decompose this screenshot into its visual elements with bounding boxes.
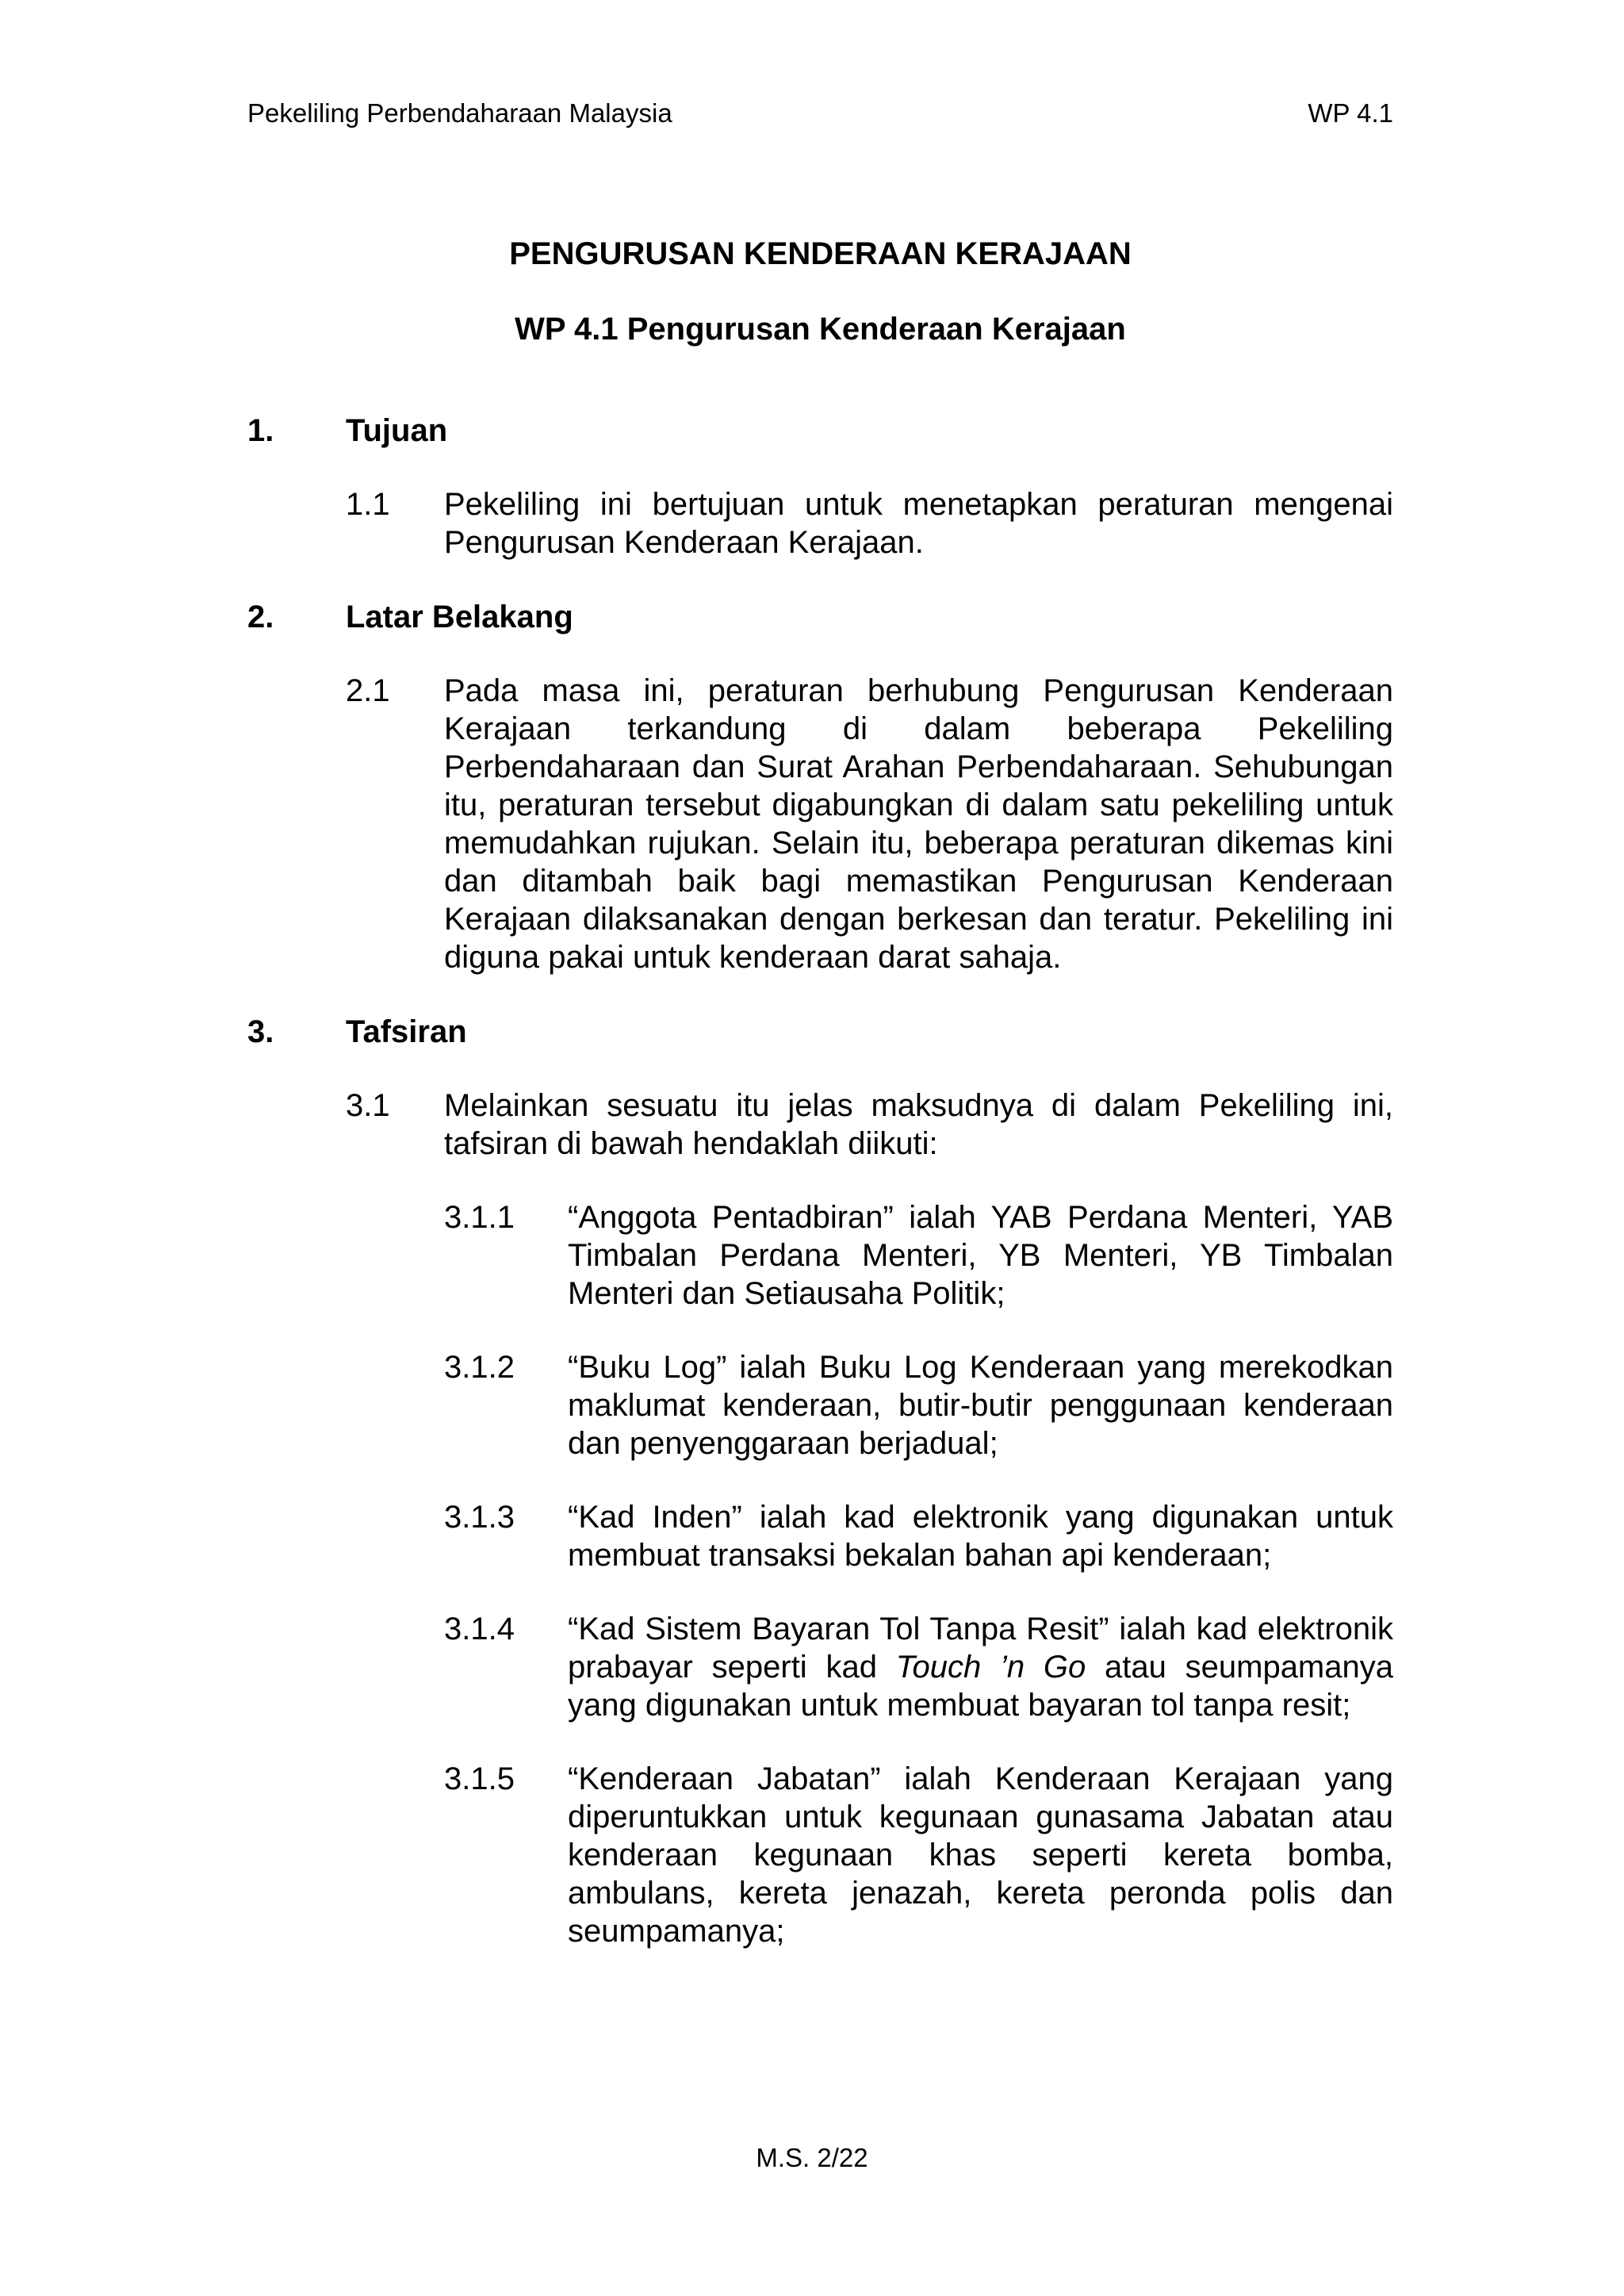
section-heading-tafsiran <box>247 1013 1393 1051</box>
definition-3-1-2 <box>247 1348 1393 1462</box>
paragraph-2-1 <box>247 672 1393 976</box>
paragraph-3-1 <box>247 1087 1393 1163</box>
section-title: Tafsiran <box>346 1014 467 1049</box>
document-subtitle: WP 4.1 Pengurusan Kenderaan Kerajaan <box>515 312 1126 347</box>
section-heading-latar-belakang <box>247 598 1393 636</box>
definition-text-italic: Touch ’n Go <box>895 1650 1086 1685</box>
definition-text <box>568 1610 1393 1724</box>
section-number: 3. <box>247 1014 274 1049</box>
definition-text: “Kad Inden” ialah kad elektronik yang digunakan untuk membuat transaksi bekalan bahan api kenderaan; <box>568 1500 1393 1573</box>
definition-number: 3.1.3 <box>444 1500 515 1535</box>
paragraph-1-1 <box>247 485 1393 562</box>
definition-number: 3.1.2 <box>444 1350 515 1385</box>
definition-text: “Buku Log” ialah Buku Log Kenderaan yang merekodkan maklumat kenderaan, butir-butir penggunaan kenderaan dan penyenggaraan berjadual; <box>568 1350 1393 1461</box>
section-heading-tujuan <box>247 412 1393 450</box>
header-publication-name: Pekeliling Perbendaharaan Malaysia <box>247 98 672 128</box>
paragraph-text: Pekeliling ini bertujuan untuk menetapkan peraturan mengenai Pengurusan Kenderaan Kerajaan. <box>444 487 1393 560</box>
definition-3-1-5 <box>247 1760 1393 1950</box>
page-number: M.S. 2/22 <box>756 2143 868 2172</box>
definition-3-1-1 <box>247 1198 1393 1313</box>
definition-3-1-3 <box>247 1498 1393 1574</box>
definition-text-part: atau seumpamanya yang digunakan untuk membuat bayaran tol tanpa resit; <box>568 1650 1393 1723</box>
paragraph-text: Pada masa ini, peraturan berhubung Pengurusan Kenderaan Kerajaan terkandung di dalam beberapa Pekeliling Perbendaharaan dan Surat Arahan Perbendaharaan. Sehubungan itu, peraturan tersebut digabungkan di dalam satu pekeliling untuk memudahkan rujukan. Selain itu, beberapa peraturan dikemas kini dan ditambah baik bagi memastikan Pengurusan Kenderaan Kerajaan dilaksanakan dengan berkesan dan teratur. Pekeliling ini diguna pakai untuk kenderaan darat sahaja. <box>444 673 1393 975</box>
definition-text: “Anggota Pentadbiran” ialah YAB Perdana Menteri, YAB Timbalan Perdana Menteri, YB Menteri, YB Timbalan Menteri dan Setiausaha Politik; <box>568 1200 1393 1311</box>
definition-number: 3.1.1 <box>444 1200 515 1235</box>
paragraph-number: 3.1 <box>346 1088 390 1123</box>
header-document-code: WP 4.1 <box>1308 98 1393 128</box>
section-number: 2. <box>247 600 274 634</box>
definition-text: “Kenderaan Jabatan” ialah Kenderaan Kerajaan yang diperuntukkan untuk kegunaan gunasama Jabatan atau kenderaan kegunaan khas seperti kereta bomba, ambulans, kereta jenazah, kereta peronda polis dan seumpamanya; <box>568 1761 1393 1949</box>
definition-number: 3.1.5 <box>444 1761 515 1796</box>
section-title: Tujuan <box>346 413 448 448</box>
definition-text-part: “Kad Sistem Bayaran Tol Tanpa Resit” ialah kad elektronik prabayar seperti kad <box>568 1612 1393 1685</box>
document-title: PENGURUSAN KENDERAAN KERAJAAN <box>509 236 1132 271</box>
paragraph-text: Melainkan sesuatu itu jelas maksudnya di dalam Pekeliling ini, tafsiran di bawah hendaklah diikuti: <box>444 1088 1393 1161</box>
definition-3-1-4 <box>247 1610 1393 1724</box>
section-title: Latar Belakang <box>346 600 573 634</box>
definition-number: 3.1.4 <box>444 1612 515 1646</box>
paragraph-number: 1.1 <box>346 487 390 522</box>
paragraph-number: 2.1 <box>346 673 390 708</box>
section-number: 1. <box>247 413 274 448</box>
document-body <box>247 235 1393 1950</box>
